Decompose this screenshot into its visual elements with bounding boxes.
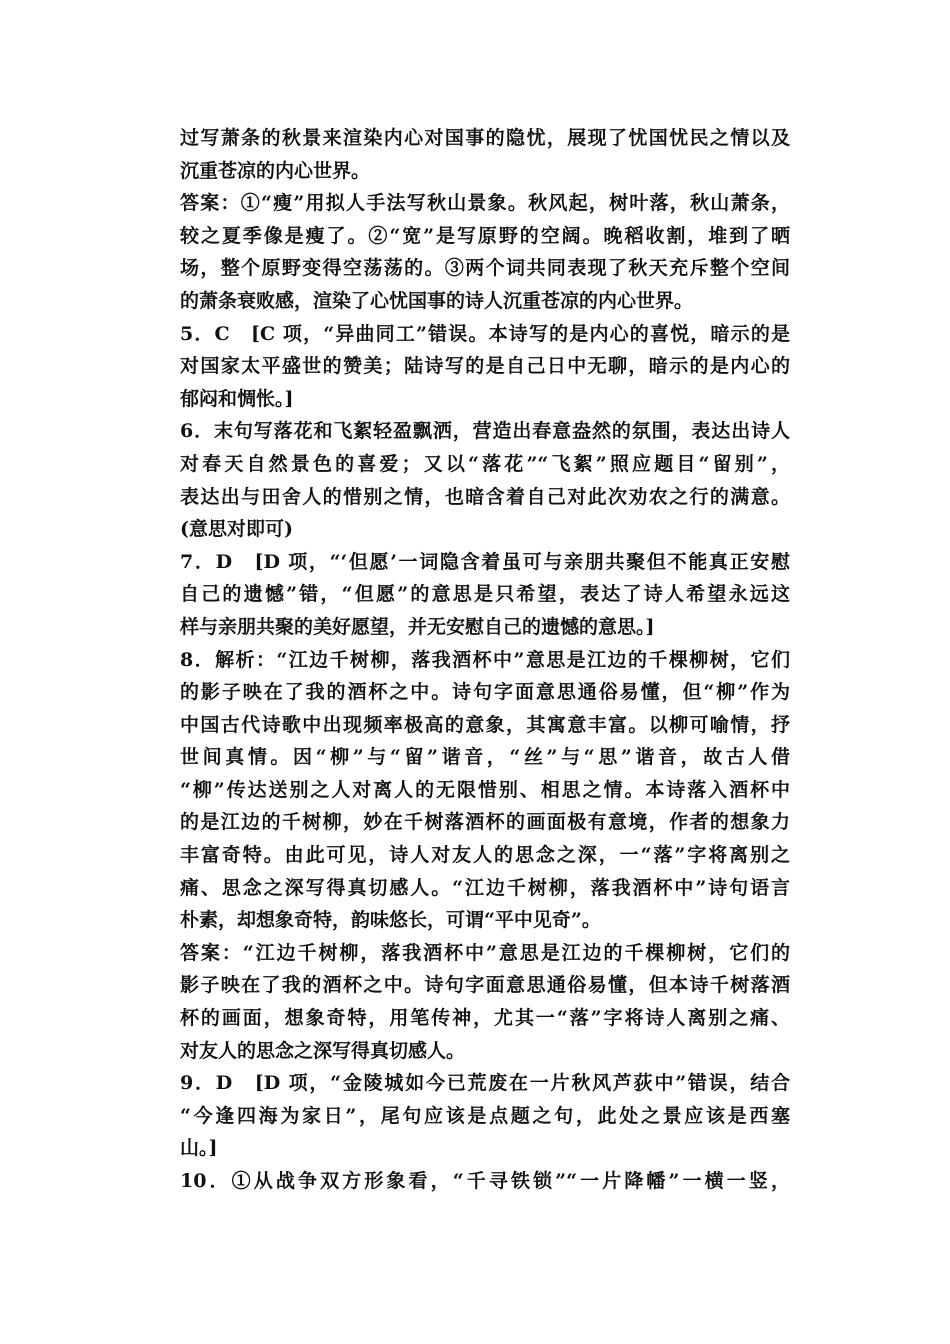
- text-line: “柳”传达送别之人对离人的无限惜别、相思之情。本诗落入酒杯中: [180, 778, 790, 801]
- answer-text-block: [180, 122, 790, 1198]
- text-line: 较之夏季像是瘦了。②“宽”是写原野的空阔。晚稻收割，堆到了晒: [180, 224, 790, 247]
- text-line: 表达出与田舍人的惜别之情，也暗含着自己对此次劝农之行的满意。: [180, 485, 790, 508]
- text-line: 9．D [D 项，“金陵城如今已荒废在一片秋风芦荻中”错误，结合: [180, 1072, 790, 1095]
- text-line: 郁闷和惆怅。]: [180, 387, 294, 410]
- text-line: 8．解析：“江边千树柳，落我酒杯中”意思是江边的千棵柳树，它们: [180, 648, 790, 671]
- text-line: 过写萧条的秋景来渲染内心对国事的隐忧，展现了忧国忧民之情以及: [180, 127, 790, 149]
- text-line: 6．末句写落花和飞絮轻盈飘洒，营造出春意盎然的氛围，表达出诗人: [180, 420, 790, 443]
- text-line: (意思对即可): [180, 518, 293, 541]
- text-line: 5．C [C 项，“异曲同工”错误。本诗写的是内心的喜悦，暗示的是: [180, 322, 790, 345]
- text-line: 丰富奇特。由此可见，诗人对友人的思念之深，一“落”字将离别之: [180, 844, 790, 867]
- text-line: 山。]: [180, 1137, 218, 1160]
- text-line: 中国古代诗歌中出现频率极高的意象，其寓意丰富。以柳可喻情，抒: [180, 713, 790, 736]
- text-line: 对春天自然景色的喜爱；又以“落花”“飞絮”照应题目“留别”，: [180, 452, 790, 475]
- text-line: 朴素，却想象奇特，韵味悠长，可谓“平中见奇”。: [180, 909, 601, 932]
- text-line: 对国家太平盛世的赞美；陆诗写的是自己日中无聊，暗示的是内心的: [180, 355, 790, 378]
- text-line: 的萧条衰败感，渲染了心忧国事的诗人沉重苍凉的内心世界。: [180, 289, 694, 312]
- text-line: 样与亲朋共聚的美好愿望，并无安慰自己的遗憾的意思。]: [180, 615, 655, 638]
- text-line: 世间真情。因“柳”与“留”谐音，“丝”与“思”谐音，故古人借: [180, 746, 790, 769]
- text-line: 对友人的思念之深写得真切感人。: [180, 1039, 466, 1062]
- text-line: 的是江边的千树柳，妙在千树落酒杯的画面极有意境，作者的想象力: [180, 811, 790, 834]
- text-line: 沉重苍凉的内心世界。: [180, 159, 371, 182]
- text-line: 答案：“江边千树柳，落我酒杯中”意思是江边的千棵柳树，它们的: [180, 941, 790, 964]
- text-line: 杯的画面，想象奇特，用笔传神，尤其一“落”字将诗人离别之痛、: [180, 1007, 790, 1030]
- text-line: 10．①从战争双方形象看，“千寻铁锁”“一片降幡”一横一竖，: [180, 1170, 790, 1192]
- text-line: 7．D [D 项，“‘但愿’一词隐含着虽可与亲朋共聚但不能真正安慰: [180, 550, 790, 573]
- text-line: 答案：①“瘦”用拟人手法写秋山景象。秋风起，树叶落，秋山萧条，: [180, 192, 790, 215]
- text-line: “今逢四海为家日”，尾句应该是点题之句，此处之景应该是西塞: [180, 1104, 790, 1127]
- text-line: 自己的遗憾”错，“但愿”的意思是只希望，表达了诗人希望永远这: [180, 583, 790, 606]
- text-line: 的影子映在了我的酒杯之中。诗句字面意思通俗易懂，但“柳”作为: [180, 681, 790, 704]
- text-line: 影子映在了我的酒杯之中。诗句字面意思通俗易懂，但本诗千树落酒: [180, 974, 790, 997]
- text-line: 痛、思念之深写得真切感人。“江边千树柳，落我酒杯中”诗句语言: [180, 876, 790, 899]
- text-line: 场，整个原野变得空荡荡的。③两个词共同表现了秋天充斥整个空间: [180, 257, 790, 280]
